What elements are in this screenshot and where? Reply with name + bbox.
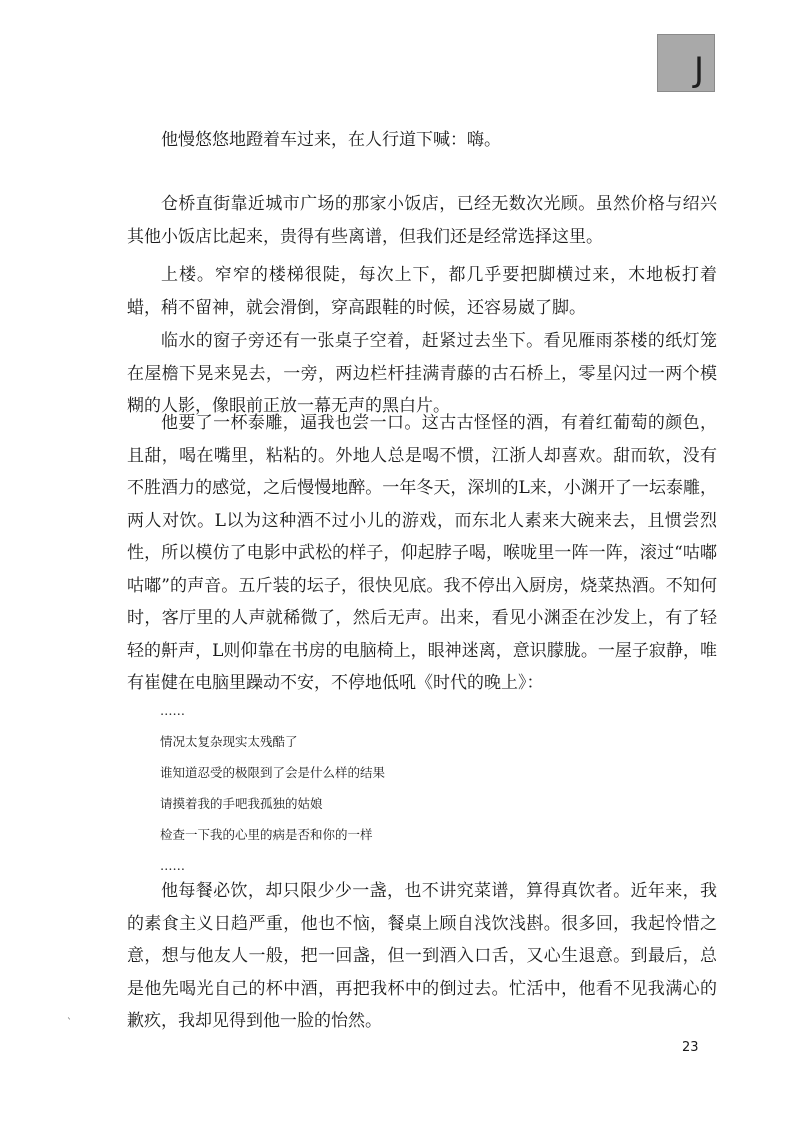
margin-tick-mark: ` — [67, 1018, 72, 1029]
lyric-line: …… — [160, 858, 185, 873]
chapter-letter: J — [693, 50, 704, 90]
paragraph-wine: 他要了一杯泰雕，逼我也尝一口。这古古怪怪的酒，有着红葡萄的颜色，且甜，喝在嘴里，粘粘的。外地人总是喝不惯，江浙人却喜欢。甜而软，没有不胜酒力的感觉，之后慢慢地醉。一年冬天，深圳的L来，小渊开了一坛泰雕，两人对饮。L以为这种酒不过小儿的游戏，而东北人素来大碗来去，且惯尝烈性，所以模仿了电影中武松的样子，仰起脖子喝，喉咙里一阵一阵，滚过“咕嘟咕嘟”的声音。五斤装的坛子，很快见底。我不停出入厨房，烧菜热酒。不知何时，客厅里的人声就稀微了，然后无声。出来，看见小渊歪在沙发上，有了轻轻的鼾声，L则仰靠在书房的电脑椅上，眼神迷离，意识朦胧。一屋子寂静，唯有崔健在电脑里躁动不安，不停地低吼《时代的晚上》： — [127, 413, 717, 693]
chapter-letter-badge — [657, 34, 715, 92]
paragraph-window-seat: 临水的窗子旁还有一张桌子空着，赶紧过去坐下。看见雁雨茶楼的纸灯笼在屋檐下晃来晃去，一旁，两边栏杆挂满青藤的古石桥上，零星闪过一两个模糊的人影，像眼前正放一幕无声的黑白片。 — [127, 331, 717, 416]
paragraph-drinking-habit: 他每餐必饮，却只限少少一盏，也不讲究菜谱，算得真饮者。近年来，我的素食主义日趋严重，他也不恼，餐桌上顾自浅饮浅斟。很多回，我起怜惜之意，想与他友人一般，把一回盏，但一到酒入口舌，又心生退意。到最后，总是他先喝光自己的杯中酒，再把我杯中的倒过去。忙活中，他看不见我满心的歉疚，我却见得到他一脸的怡然。 — [127, 881, 717, 1031]
lyric-line: 检查一下我的心里的病是否和你的一样 — [160, 827, 373, 842]
paragraph-opening: 他慢悠悠地蹬着车过来，在人行道下喊：嗨。 — [161, 130, 501, 150]
lyric-line: 谁知道忍受的极限到了会是什么样的结果 — [160, 765, 386, 780]
lyric-line: …… — [160, 703, 185, 718]
paragraph-restaurant: 仓桥直街靠近城市广场的那家小饭店，已经无数次光顾。虽然价格与绍兴其他小饭店比起来，贵得有些离谱，但我们还是经常选择这里。 — [127, 194, 717, 247]
song-lyrics — [160, 695, 640, 881]
lyric-line: 请摸着我的手吧我孤独的姑娘 — [160, 796, 323, 811]
page-number: 23 — [682, 1040, 699, 1055]
paragraph-stairs: 上楼。窄窄的楼梯很陡，每次上下，都几乎要把脚横过来，木地板打着蜡，稍不留神，就会滑倒，穿高跟鞋的时候，还容易崴了脚。 — [127, 265, 717, 318]
lyric-line: 情况太复杂现实太残酷了 — [160, 734, 298, 749]
